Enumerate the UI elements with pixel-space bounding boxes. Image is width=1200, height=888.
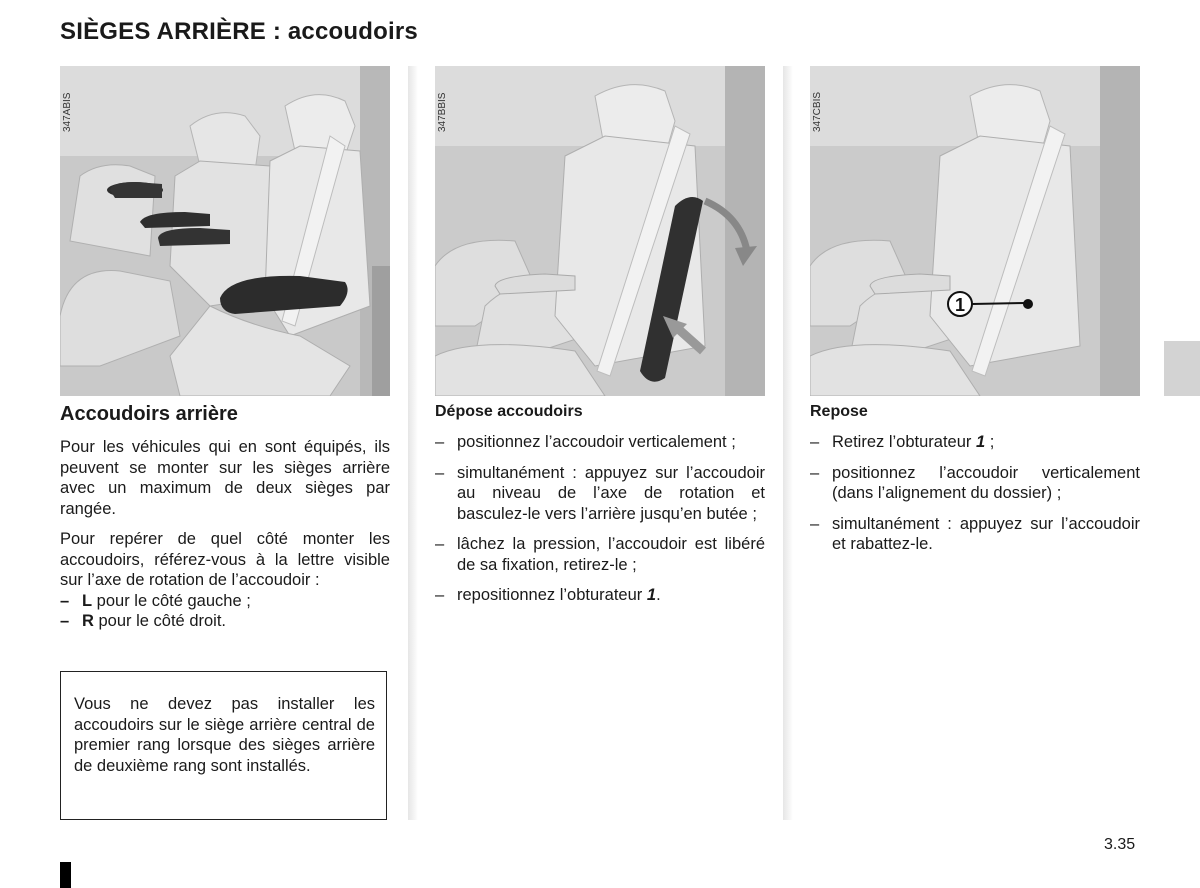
steps-list <box>435 432 765 606</box>
section-heading: Repose <box>810 403 868 420</box>
figure-illustration <box>810 66 1140 396</box>
list-item: – simultanément : appuyez sur l’accoudoir et rabattez-le. <box>810 514 1140 553</box>
page-number: 3.35 <box>1104 836 1136 853</box>
list-item: – simultanément : appuyez sur l’accoudoir au niveau de l’axe de rotation et basculez-le vers l’arrière jusqu’en butée ; <box>435 463 765 523</box>
figure-reference-code: 347CBIS <box>812 91 823 132</box>
figure-illustration <box>60 66 390 396</box>
list-item: – L pour le côté gauche ; <box>60 591 251 610</box>
section-heading: Dépose accoudoirs <box>435 403 583 420</box>
paragraph: Pour les véhicules qui en sont équipés, ils peuvent se monter sur les sièges arrière avec un maximum de deux sièges par rangée. <box>60 438 390 518</box>
side-list <box>60 591 390 632</box>
figure-illustration <box>435 66 765 396</box>
middle-body <box>435 432 765 616</box>
warning-text: Vous ne devez pas installer les accoudoirs sur le siège arrière central de premier rang lorsque des sièges arrière de deuxième rang sont installés. <box>74 695 375 775</box>
list-item: – positionnez l’accoudoir verticalement (dans l’alignement du dossier) ; <box>810 463 1140 502</box>
figure-reference-code: 347ABIS <box>62 92 73 132</box>
figure-armrest-removal <box>435 66 765 396</box>
steps-list <box>810 432 1140 555</box>
section-heading: Accoudoirs arrière <box>60 403 238 425</box>
column-separator <box>408 66 418 820</box>
list-item: – R pour le côté droit. <box>60 612 226 630</box>
list-item: – repositionnez l’obturateur 1. <box>435 586 661 604</box>
column-separator <box>783 66 793 820</box>
callout-number: 1 <box>954 295 966 315</box>
figure-rear-seats-armrests <box>60 66 390 396</box>
list-item: – Retirez l’obturateur 1 ; <box>810 433 995 451</box>
chapter-thumb-tab <box>1164 341 1200 396</box>
figure-reference-code: 347BBIS <box>437 92 448 132</box>
left-body <box>60 437 390 632</box>
list-item: – lâchez la pression, l’accoudoir est libéré de sa fixation, retirez-le ; <box>435 535 765 574</box>
page-title: SIÈGES ARRIÈRE : accoudoirs <box>60 18 418 45</box>
figure-armrest-refit <box>810 66 1140 396</box>
warning-box <box>60 671 387 820</box>
paragraph: Pour repérer de quel côté monter les accoudoirs, référez-vous à la lettre visible sur l’axe de rotation de l’accoudoir : <box>60 530 390 589</box>
right-body <box>810 432 1140 565</box>
plug-marker <box>1023 299 1033 309</box>
print-mark <box>60 862 71 888</box>
list-item: – positionnez l’accoudoir verticalement ; <box>435 433 736 451</box>
